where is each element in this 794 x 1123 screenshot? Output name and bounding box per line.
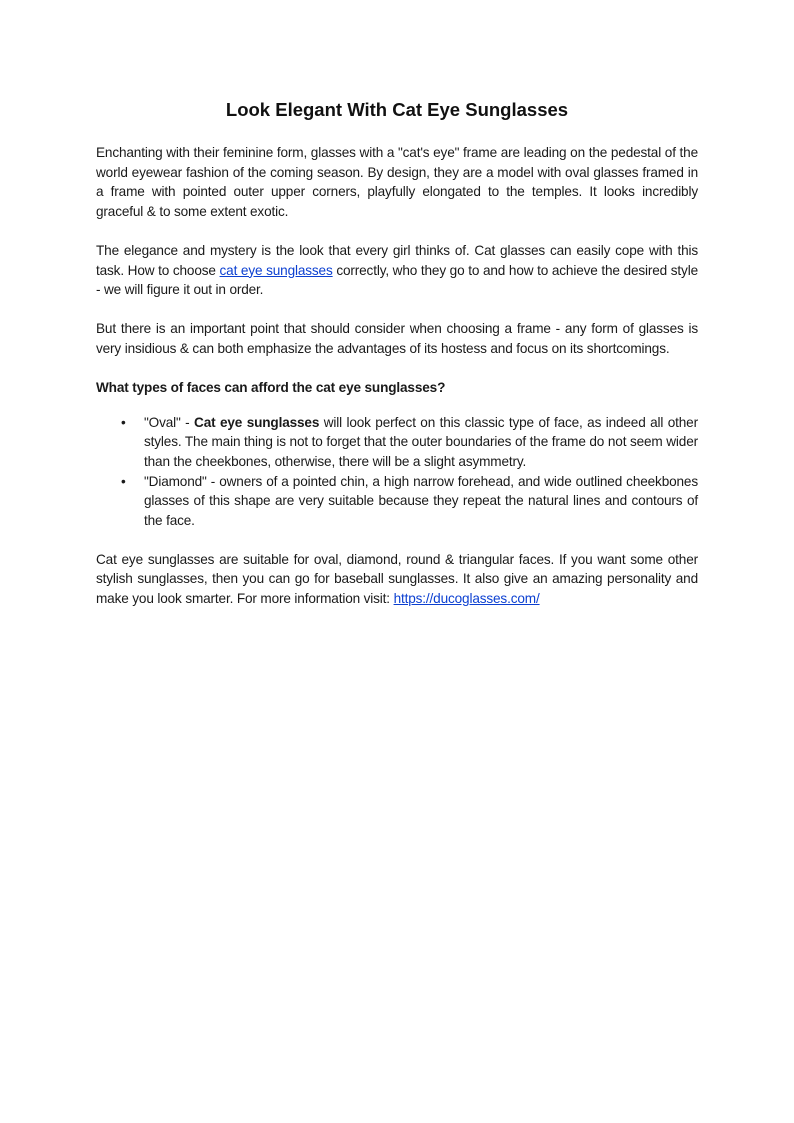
bullet-icon: • — [121, 473, 126, 489]
text: owners of a pointed chin, a high narrow forehead, and wide outlined cheekbones glasses of this shape are very suitable because they repeat the natural lines and contours of the face. — [144, 473, 698, 528]
paragraph-conclusion — [96, 550, 698, 609]
document-page — [96, 98, 698, 628]
paragraph-intro: Enchanting with their feminine form, glasses with a "cat's eye" frame are leading on the pedestal of the world eyewear fashion of the coming season. By design, they are a model with oval glasses framed in a frame with pointed outer upper corners, playfully elongated to the temples. It looks incredibly graceful & to some extent exotic. — [96, 145, 698, 219]
text: Cat eye sunglasses are suitable for oval, diamond, round & triangular faces. If you want some other stylish sunglasses, then you can go for baseball sunglasses. It also give an amazing personality and make you look smarter. For more information visit: — [96, 551, 698, 607]
bullet-icon: • — [121, 414, 126, 430]
cat-eye-sunglasses-link[interactable]: cat eye sunglasses — [219, 262, 333, 278]
document-title: Look Elegant With Cat Eye Sunglasses — [225, 99, 569, 120]
text: will look perfect on this classic type of face, as indeed all other styles. The main thing is not to forget that the outer boundaries of the frame do not seem wider than the cheekbones, otherwise, there will be a slight asymmetry. — [144, 414, 698, 469]
paragraph-frame-advice: But there is an important point that should consider when choosing a frame - any form of glasses is very insidious & can both emphasize the advantages of its hostess and focus on its shortcomings. — [96, 321, 698, 356]
paragraph-elegance — [96, 241, 698, 300]
ducoglasses-link[interactable]: https://ducoglasses.com/ — [393, 591, 540, 607]
text: "Oval" - — [144, 414, 195, 430]
text: "Diamond" - — [144, 473, 220, 489]
text: correctly, who they go to and how to achieve the desired style - we will figure it out in order. — [96, 262, 698, 298]
list-item-oval — [121, 413, 698, 472]
text: The elegance and mystery is the look that every girl thinks of. Cat glasses can easily cope with this task. How to choose — [96, 242, 698, 278]
section-heading: What types of faces can afford the cat eye sunglasses? — [96, 380, 446, 396]
face-types-list — [96, 413, 698, 531]
bold-text: Cat eye sunglasses — [194, 414, 320, 430]
list-item-diamond — [121, 472, 698, 531]
